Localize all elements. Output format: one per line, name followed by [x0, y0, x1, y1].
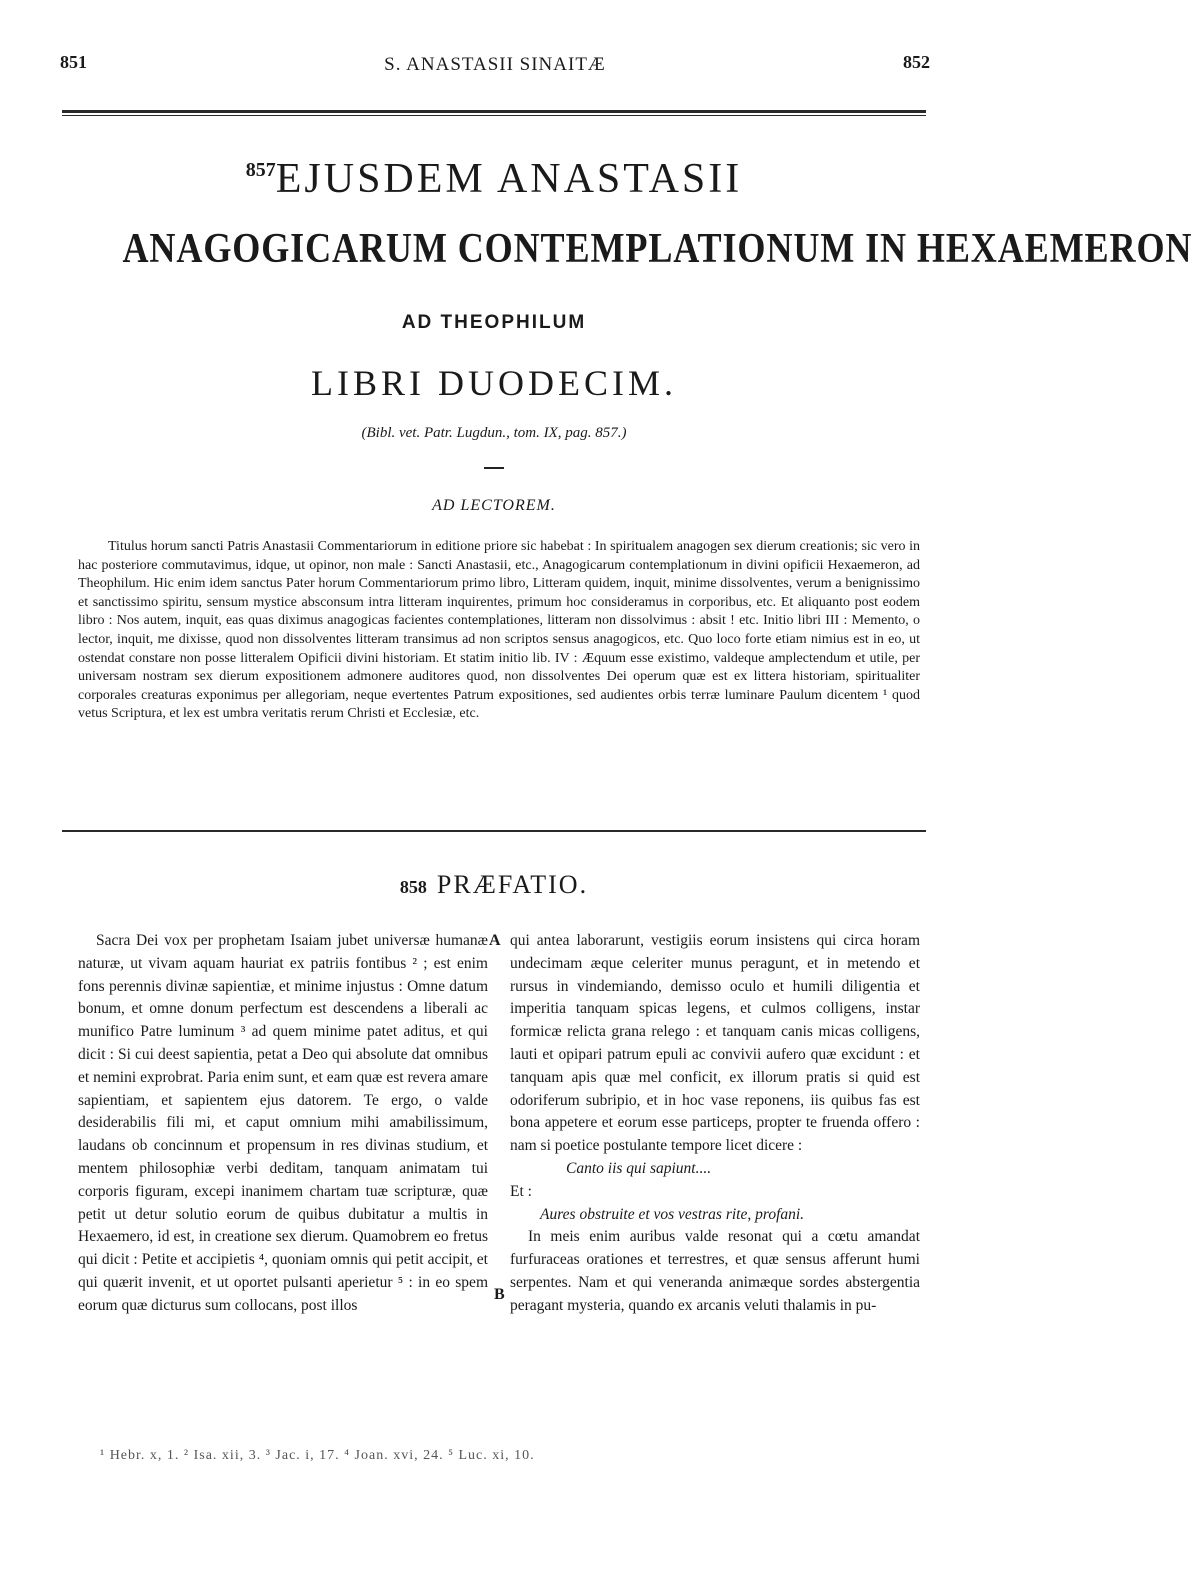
running-head	[60, 52, 930, 82]
running-head-title: S. ANASTASII SINAITÆ	[384, 54, 606, 75]
et-line: Et :	[510, 1182, 532, 1200]
paragraph: Sacra Dei vox per prophetam Isaiam jubet universæ humanæ naturæ, ut vivam aquam hauriat ex patriis fontibus ² ; est enim fons perennis divinæ sapientiæ, et minime injustus : Omne datum bonum, et omne donum perfectum est descendens a liberali ac munifico Patre luminum ³ ad quem minime patet aditus, et qui dicit : Si cui deest sapientia, petat a Deo qui absolute dat omnibus et nemini exprobrat. Paria enim sunt, et eam quæ est revera amare sapientiam, et sapientem ejus datorem. Te ergo, o valde desiderabilis fili mi, et caput omnium mihi amabilissimum, laudans ob concinnum et propensum in res divinas studium, et mentem philosophiæ verbi deditam, tanquam animatam tui corporis figuram, excepi inanimem chartam tuæ scripturæ, quæ petit ut detur solutio eorum de quibus dubitatur a multis in Hexaemero, id est, in creatione sex dierum. Quamobrem eo fretus qui dicit : Petite et accipietis ⁴, quoniam omnis qui petit accipit, et qui quærit invenit, et ut oportet pulsanti aperietur ⁵ : in eo spem eorum quæ dicturus sum collocans, post illos	[78, 932, 488, 1314]
title-line-1-text: EJUSDEM ANASTASII	[275, 156, 743, 202]
right-column-number: 852	[903, 52, 930, 72]
ad-lectorem-heading: AD LECTOREM.	[432, 497, 556, 514]
title-dash	[484, 467, 504, 469]
title-line-2: ANAGOGICARUM CONTEMPLATIONUM IN HEXAEMERON	[122, 226, 1192, 272]
title-line-1	[62, 155, 926, 203]
title-line-3: AD THEOPHILUM	[401, 312, 587, 333]
text-column-left	[78, 930, 488, 1318]
text-column-right	[510, 930, 920, 1318]
title-line-4: LIBRI DUODECIM.	[311, 363, 677, 403]
verse-line: Canto iis qui sapiunt....	[566, 1159, 712, 1177]
section-rule	[62, 830, 926, 832]
footnotes: ¹ Hebr. x, 1. ² Isa. xii, 3. ³ Jac. i, 17. ⁴ Joan. xvi, 24. ⁵ Luc. xi, 10.	[100, 1448, 535, 1463]
praefatio-page-ref: 858	[399, 877, 427, 897]
title-citation: (Bibl. vet. Patr. Lugdun., tom. IX, pag. 857.)	[361, 425, 627, 441]
header-rule-thin	[62, 115, 926, 116]
paragraph: In meis enim auribus valde resonat qui a cœtu amandat furfuraceas orationes et terrestres, et quæ sensus afferunt humi serpentes. Nam et qui veneranda animæque sordes abstergentia peragant mysteria, quando ex arcanis veluti thalamis in pu-	[510, 1228, 920, 1314]
column-marker-b: B	[494, 1286, 505, 1303]
verse-line: Aures obstruite et vos vestras rite, profani.	[540, 1205, 805, 1223]
paragraph: qui antea laborarunt, vestigiis eorum insistens qui circa horam undecimam æque celeriter munus peragunt, et in metendo et rursus in vindemiando, demisso oculo et humili diligentia et imperitia tanquam spicas legens, et culmos colligens, instar formicæ relicta grana relego : et tanquam canis micas colligens, lauti et opipari patrum epuli ac convivii aufero quæ excidunt : et tanquam apis quæ mel conficit, ex illorum pratis si quid est odoriferum subripio, et in hoc vase reponens, iis quibus fas est bona appetere et eorum esse particeps, propter te fruenda offero : nam si poetice postulante tempore licet dicere :	[510, 932, 920, 1155]
left-column-number: 851	[60, 52, 87, 72]
ad-lectorem-text: Titulus horum sancti Patris Anastasii Commentariorum in editione priore sic habebat : In spiritualem anagogen sex dierum creationis; sic vero in hac posteriore commutavimus, idque, ut opinor, non male : Sancti Anastasii, etc., Anagogicarum contemplationum in divini opificii Hexaemeron, ad Theophilum. Hic enim idem sanctus Pater horum Commentariorum primo libro, Litteram quidem, inquit, minime dissolventes, verum a benignissimo et sanctissimo spiritu, sensum mystice absconsum intra litteram inquirentes, primum hoc consideramus in corporibus, etc. Et aliquanto post eodem libro : Nos autem, inquit, eas quas diximus anagogicas facientes contemplationes, litteram non dissolvimus : absit ! etc. Initio libri III : Memento, o lector, inquit, me dixisse, quod non dissolventes litteram transimus ad non scriptos sensus anagogicos, etc. Quo loco forte etiam nimius est in eo, ut ostendat constare non posse litteralem Opificii divini historiam. Et statim initio lib. IV : Æquum esse existimo, valdeque amplectendum et utile, per universam nostram sex dierum expositionem admonere auditores quod, non dissolventes Dei operum quæ est ex littera historiam, spiritualiter corporales creaturas exponimus per allegoriam, neque evertentes Patrum expositiones, sed audientes orbis terræ luminare Paulum dicentem ¹ quod vetus Scriptura, et lex est umbra veritatis rerum Christi et Ecclesiæ, etc.	[78, 539, 920, 722]
praefatio-heading	[62, 870, 926, 900]
header-rule	[62, 110, 926, 113]
title-page-ref: 857	[245, 159, 276, 181]
column-marker-a: A	[489, 932, 501, 949]
praefatio-title: PRÆFATIO.	[436, 870, 589, 899]
